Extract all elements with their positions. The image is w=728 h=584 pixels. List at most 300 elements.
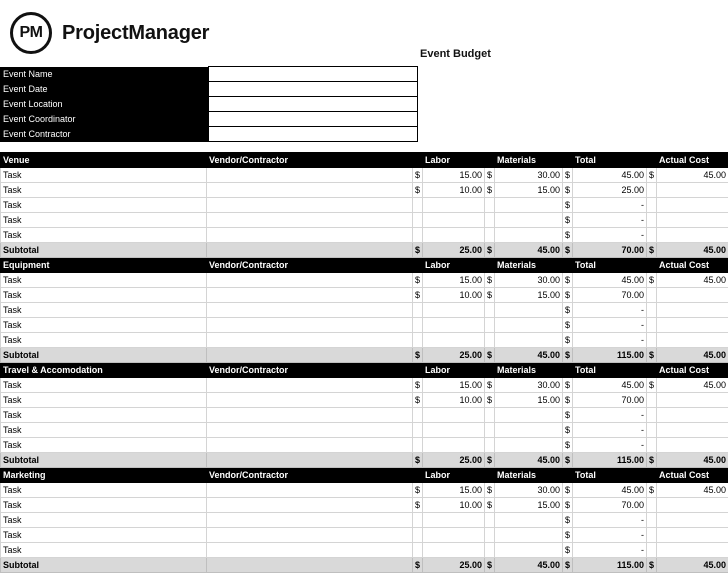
currency-symbol: $ <box>647 483 657 498</box>
currency-symbol: $ <box>647 273 657 288</box>
currency-symbol <box>413 198 423 213</box>
column-header-labor: Labor <box>423 153 485 168</box>
total-cell: - <box>573 198 647 213</box>
currency-symbol: $ <box>647 558 657 573</box>
currency-symbol: $ <box>647 348 657 363</box>
table-row <box>1 168 728 183</box>
currency-symbol <box>647 228 657 243</box>
task-name-cell[interactable]: Task <box>1 168 207 183</box>
actual-cost-cell[interactable] <box>657 408 728 423</box>
actual-cost-cell[interactable] <box>657 303 728 318</box>
vendor-cell[interactable] <box>207 438 413 453</box>
materials-cell[interactable] <box>495 213 563 228</box>
currency-symbol <box>647 528 657 543</box>
budget-table <box>0 152 728 573</box>
vendor-cell[interactable] <box>207 183 413 198</box>
info-value-field[interactable] <box>209 112 418 127</box>
currency-symbol: $ <box>563 483 573 498</box>
table-row <box>1 183 728 198</box>
currency-symbol <box>485 528 495 543</box>
currency-symbol <box>485 543 495 558</box>
column-header-spacer <box>563 258 573 273</box>
actual-cost-cell[interactable] <box>657 183 728 198</box>
currency-symbol <box>413 438 423 453</box>
task-name-cell[interactable]: Task <box>1 528 207 543</box>
currency-symbol: $ <box>413 378 423 393</box>
currency-symbol: $ <box>485 348 495 363</box>
vendor-cell[interactable] <box>207 213 413 228</box>
brand-logo <box>10 12 209 54</box>
column-header-spacer <box>485 153 495 168</box>
total-cell: 70.00 <box>573 498 647 513</box>
column-header-spacer <box>413 363 423 378</box>
currency-symbol: $ <box>563 423 573 438</box>
labor-cell[interactable] <box>423 228 485 243</box>
total-cell: 45.00 <box>573 483 647 498</box>
subtotal-row <box>1 348 728 363</box>
column-header-vendor: Vendor/Contractor <box>207 153 413 168</box>
subtotal-vendor-cell <box>207 348 413 363</box>
vendor-cell[interactable] <box>207 528 413 543</box>
currency-symbol: $ <box>485 393 495 408</box>
subtotal-total-cell: 115.00 <box>573 453 647 468</box>
task-name-cell[interactable]: Task <box>1 423 207 438</box>
table-row <box>1 393 728 408</box>
brand-name: ProjectManager <box>62 21 210 44</box>
table-row <box>1 198 728 213</box>
column-header-spacer <box>563 153 573 168</box>
currency-symbol <box>647 393 657 408</box>
total-cell: - <box>573 528 647 543</box>
section-header-row <box>1 363 728 378</box>
column-header-spacer <box>413 468 423 483</box>
subtotal-vendor-cell <box>207 243 413 258</box>
task-name-cell[interactable]: Task <box>1 333 207 348</box>
task-name-cell[interactable]: Task <box>1 393 207 408</box>
column-header-total: Total <box>573 153 647 168</box>
vendor-cell[interactable] <box>207 198 413 213</box>
actual-cost-cell[interactable] <box>657 543 728 558</box>
materials-cell[interactable] <box>495 228 563 243</box>
actual-cost-cell[interactable] <box>657 288 728 303</box>
column-header-labor: Labor <box>423 258 485 273</box>
materials-cell[interactable] <box>495 438 563 453</box>
total-cell: 70.00 <box>573 393 647 408</box>
materials-cell[interactable]: 15.00 <box>495 393 563 408</box>
info-row <box>0 67 418 82</box>
materials-cell[interactable]: 15.00 <box>495 498 563 513</box>
currency-symbol <box>413 423 423 438</box>
vendor-cell[interactable] <box>207 378 413 393</box>
column-header-actual: Actual Cost <box>657 363 728 378</box>
currency-symbol: $ <box>563 318 573 333</box>
labor-cell[interactable] <box>423 408 485 423</box>
labor-cell[interactable]: 15.00 <box>423 168 485 183</box>
materials-cell[interactable] <box>495 333 563 348</box>
task-name-cell[interactable]: Task <box>1 273 207 288</box>
task-name-cell[interactable]: Task <box>1 438 207 453</box>
table-row <box>1 423 728 438</box>
materials-cell[interactable] <box>495 198 563 213</box>
vendor-cell[interactable] <box>207 513 413 528</box>
table-row <box>1 228 728 243</box>
total-cell: - <box>573 423 647 438</box>
subtotal-labor-cell: 25.00 <box>423 243 485 258</box>
column-header-spacer <box>563 363 573 378</box>
total-cell: 45.00 <box>573 168 647 183</box>
currency-symbol: $ <box>647 243 657 258</box>
total-cell: - <box>573 213 647 228</box>
task-name-cell[interactable]: Task <box>1 513 207 528</box>
currency-symbol <box>413 213 423 228</box>
vendor-cell[interactable] <box>207 303 413 318</box>
info-value-field[interactable] <box>209 127 418 142</box>
actual-cost-cell[interactable] <box>657 498 728 513</box>
section-header-row <box>1 153 728 168</box>
currency-symbol: $ <box>485 498 495 513</box>
vendor-cell[interactable] <box>207 393 413 408</box>
materials-cell[interactable]: 30.00 <box>495 168 563 183</box>
section-header-row <box>1 468 728 483</box>
column-header-labor: Labor <box>423 468 485 483</box>
labor-cell[interactable]: 10.00 <box>423 498 485 513</box>
currency-symbol <box>485 198 495 213</box>
total-cell: 45.00 <box>573 273 647 288</box>
currency-symbol: $ <box>485 288 495 303</box>
actual-cost-cell[interactable] <box>657 528 728 543</box>
task-name-cell[interactable]: Task <box>1 288 207 303</box>
task-name-cell[interactable]: Task <box>1 183 207 198</box>
currency-symbol <box>647 303 657 318</box>
table-row <box>1 303 728 318</box>
info-row <box>0 82 418 97</box>
currency-symbol: $ <box>413 183 423 198</box>
currency-symbol <box>647 423 657 438</box>
total-cell: - <box>573 438 647 453</box>
labor-cell[interactable] <box>423 333 485 348</box>
total-cell: 25.00 <box>573 183 647 198</box>
column-header-total: Total <box>573 363 647 378</box>
table-row <box>1 333 728 348</box>
subtotal-materials-cell: 45.00 <box>495 243 563 258</box>
info-row <box>0 127 418 142</box>
vendor-cell[interactable] <box>207 288 413 303</box>
total-cell: - <box>573 513 647 528</box>
currency-symbol: $ <box>563 243 573 258</box>
column-header-spacer <box>647 363 657 378</box>
column-header-actual: Actual Cost <box>657 468 728 483</box>
actual-cost-cell[interactable] <box>657 318 728 333</box>
currency-symbol: $ <box>413 483 423 498</box>
table-row <box>1 288 728 303</box>
table-row <box>1 213 728 228</box>
currency-symbol <box>647 513 657 528</box>
subtotal-row <box>1 243 728 258</box>
currency-symbol <box>485 213 495 228</box>
materials-cell[interactable] <box>495 318 563 333</box>
info-label: Event Coordinator <box>0 112 209 127</box>
event-info-block <box>0 66 728 142</box>
currency-symbol: $ <box>563 393 573 408</box>
materials-cell[interactable] <box>495 408 563 423</box>
currency-symbol: $ <box>563 528 573 543</box>
currency-symbol: $ <box>485 168 495 183</box>
task-name-cell[interactable]: Task <box>1 483 207 498</box>
subtotal-labor-cell: 25.00 <box>423 558 485 573</box>
column-header-labor: Labor <box>423 363 485 378</box>
materials-cell[interactable] <box>495 543 563 558</box>
info-label: Event Name <box>0 67 209 82</box>
table-row <box>1 438 728 453</box>
subtotal-materials-cell: 45.00 <box>495 453 563 468</box>
materials-cell[interactable] <box>495 513 563 528</box>
document-header <box>0 0 728 66</box>
column-header-materials: Materials <box>495 258 563 273</box>
currency-symbol: $ <box>485 273 495 288</box>
column-header-vendor: Vendor/Contractor <box>207 258 413 273</box>
labor-cell[interactable]: 10.00 <box>423 288 485 303</box>
currency-symbol: $ <box>563 408 573 423</box>
total-cell: - <box>573 408 647 423</box>
actual-cost-cell[interactable]: 45.00 <box>657 273 728 288</box>
currency-symbol: $ <box>413 168 423 183</box>
labor-cell[interactable] <box>423 513 485 528</box>
total-cell: - <box>573 228 647 243</box>
currency-symbol <box>647 183 657 198</box>
currency-symbol: $ <box>413 288 423 303</box>
table-row <box>1 273 728 288</box>
currency-symbol: $ <box>647 168 657 183</box>
currency-symbol <box>647 333 657 348</box>
currency-symbol: $ <box>563 198 573 213</box>
vendor-cell[interactable] <box>207 408 413 423</box>
info-value-field[interactable] <box>209 97 418 112</box>
column-header-actual: Actual Cost <box>657 153 728 168</box>
event-info-table <box>0 66 418 142</box>
column-header-vendor: Vendor/Contractor <box>207 363 413 378</box>
currency-symbol <box>647 288 657 303</box>
currency-symbol: $ <box>563 453 573 468</box>
subtotal-total-cell: 115.00 <box>573 348 647 363</box>
task-name-cell[interactable]: Task <box>1 303 207 318</box>
labor-cell[interactable] <box>423 303 485 318</box>
labor-cell[interactable] <box>423 438 485 453</box>
column-header-materials: Materials <box>495 153 563 168</box>
table-row <box>1 318 728 333</box>
currency-symbol: $ <box>563 333 573 348</box>
subtotal-actual-cell: 45.00 <box>657 348 728 363</box>
materials-cell[interactable]: 15.00 <box>495 183 563 198</box>
materials-cell[interactable]: 30.00 <box>495 483 563 498</box>
table-row <box>1 408 728 423</box>
info-label: Event Date <box>0 82 209 97</box>
task-name-cell[interactable]: Task <box>1 498 207 513</box>
currency-symbol: $ <box>563 303 573 318</box>
task-name-cell[interactable]: Task <box>1 408 207 423</box>
labor-cell[interactable]: 10.00 <box>423 183 485 198</box>
currency-symbol: $ <box>485 183 495 198</box>
section-name: Venue <box>1 153 207 168</box>
task-name-cell[interactable]: Task <box>1 543 207 558</box>
subtotal-label: Subtotal <box>1 453 207 468</box>
labor-cell[interactable]: 10.00 <box>423 393 485 408</box>
currency-symbol: $ <box>485 483 495 498</box>
materials-cell[interactable]: 15.00 <box>495 288 563 303</box>
currency-symbol <box>647 318 657 333</box>
currency-symbol <box>413 228 423 243</box>
table-row <box>1 543 728 558</box>
currency-symbol <box>647 198 657 213</box>
labor-cell[interactable] <box>423 318 485 333</box>
table-row <box>1 378 728 393</box>
column-header-spacer <box>647 258 657 273</box>
subtotal-materials-cell: 45.00 <box>495 348 563 363</box>
currency-symbol: $ <box>413 453 423 468</box>
currency-symbol: $ <box>563 498 573 513</box>
currency-symbol: $ <box>563 558 573 573</box>
column-header-spacer <box>647 153 657 168</box>
actual-cost-cell[interactable] <box>657 228 728 243</box>
table-row <box>1 513 728 528</box>
currency-symbol <box>647 543 657 558</box>
subtotal-actual-cell: 45.00 <box>657 558 728 573</box>
total-cell: - <box>573 303 647 318</box>
actual-cost-cell[interactable] <box>657 213 728 228</box>
currency-symbol <box>485 438 495 453</box>
labor-cell[interactable] <box>423 198 485 213</box>
labor-cell[interactable] <box>423 528 485 543</box>
column-header-spacer <box>485 468 495 483</box>
vendor-cell[interactable] <box>207 228 413 243</box>
subtotal-total-cell: 70.00 <box>573 243 647 258</box>
currency-symbol <box>485 423 495 438</box>
materials-cell[interactable] <box>495 303 563 318</box>
vendor-cell[interactable] <box>207 273 413 288</box>
task-name-cell[interactable]: Task <box>1 198 207 213</box>
info-value-field[interactable] <box>209 67 418 82</box>
subtotal-vendor-cell <box>207 558 413 573</box>
total-cell: 70.00 <box>573 288 647 303</box>
currency-symbol: $ <box>647 453 657 468</box>
actual-cost-cell[interactable]: 45.00 <box>657 168 728 183</box>
vendor-cell[interactable] <box>207 498 413 513</box>
actual-cost-cell[interactable] <box>657 333 728 348</box>
currency-symbol <box>485 333 495 348</box>
subtotal-label: Subtotal <box>1 243 207 258</box>
currency-symbol <box>485 408 495 423</box>
task-name-cell[interactable]: Task <box>1 213 207 228</box>
subtotal-label: Subtotal <box>1 348 207 363</box>
currency-symbol: $ <box>563 543 573 558</box>
actual-cost-cell[interactable]: 45.00 <box>657 483 728 498</box>
currency-symbol: $ <box>485 243 495 258</box>
currency-symbol <box>413 303 423 318</box>
currency-symbol <box>647 438 657 453</box>
actual-cost-cell[interactable] <box>657 438 728 453</box>
section-name: Travel & Accomodation <box>1 363 207 378</box>
task-name-cell[interactable]: Task <box>1 318 207 333</box>
labor-cell[interactable]: 15.00 <box>423 273 485 288</box>
materials-cell[interactable] <box>495 423 563 438</box>
currency-symbol: $ <box>413 243 423 258</box>
vendor-cell[interactable] <box>207 318 413 333</box>
vendor-cell[interactable] <box>207 333 413 348</box>
subtotal-labor-cell: 25.00 <box>423 348 485 363</box>
labor-cell[interactable]: 15.00 <box>423 483 485 498</box>
labor-cell[interactable] <box>423 543 485 558</box>
column-header-spacer <box>563 468 573 483</box>
section-name: Equipment <box>1 258 207 273</box>
subtotal-total-cell: 115.00 <box>573 558 647 573</box>
currency-symbol: $ <box>563 228 573 243</box>
currency-symbol <box>485 303 495 318</box>
currency-symbol: $ <box>563 348 573 363</box>
actual-cost-cell[interactable]: 45.00 <box>657 378 728 393</box>
table-row <box>1 528 728 543</box>
subtotal-materials-cell: 45.00 <box>495 558 563 573</box>
currency-symbol: $ <box>563 438 573 453</box>
info-label: Event Location <box>0 97 209 112</box>
currency-symbol <box>413 513 423 528</box>
materials-cell[interactable]: 30.00 <box>495 378 563 393</box>
actual-cost-cell[interactable] <box>657 393 728 408</box>
currency-symbol: $ <box>485 453 495 468</box>
labor-cell[interactable] <box>423 423 485 438</box>
section-name: Marketing <box>1 468 207 483</box>
currency-symbol <box>485 513 495 528</box>
column-header-spacer <box>647 468 657 483</box>
total-cell: - <box>573 318 647 333</box>
vendor-cell[interactable] <box>207 423 413 438</box>
table-row <box>1 498 728 513</box>
currency-symbol: $ <box>563 273 573 288</box>
currency-symbol <box>413 333 423 348</box>
currency-symbol <box>413 528 423 543</box>
vendor-cell[interactable] <box>207 168 413 183</box>
currency-symbol: $ <box>563 378 573 393</box>
currency-symbol <box>413 318 423 333</box>
actual-cost-cell[interactable] <box>657 198 728 213</box>
labor-cell[interactable]: 15.00 <box>423 378 485 393</box>
vendor-cell[interactable] <box>207 543 413 558</box>
currency-symbol: $ <box>563 168 573 183</box>
subtotal-actual-cell: 45.00 <box>657 243 728 258</box>
currency-symbol: $ <box>413 393 423 408</box>
labor-cell[interactable] <box>423 213 485 228</box>
column-header-total: Total <box>573 468 647 483</box>
currency-symbol: $ <box>485 378 495 393</box>
info-value-field[interactable] <box>209 82 418 97</box>
task-name-cell[interactable]: Task <box>1 228 207 243</box>
actual-cost-cell[interactable] <box>657 513 728 528</box>
column-header-actual: Actual Cost <box>657 258 728 273</box>
currency-symbol <box>485 228 495 243</box>
currency-symbol <box>485 318 495 333</box>
materials-cell[interactable] <box>495 528 563 543</box>
subtotal-labor-cell: 25.00 <box>423 453 485 468</box>
total-cell: - <box>573 543 647 558</box>
currency-symbol <box>647 498 657 513</box>
materials-cell[interactable]: 30.00 <box>495 273 563 288</box>
actual-cost-cell[interactable] <box>657 423 728 438</box>
currency-symbol: $ <box>413 498 423 513</box>
currency-symbol <box>647 408 657 423</box>
currency-symbol: $ <box>485 558 495 573</box>
currency-symbol: $ <box>563 213 573 228</box>
vendor-cell[interactable] <box>207 483 413 498</box>
task-name-cell[interactable]: Task <box>1 378 207 393</box>
info-row <box>0 97 418 112</box>
